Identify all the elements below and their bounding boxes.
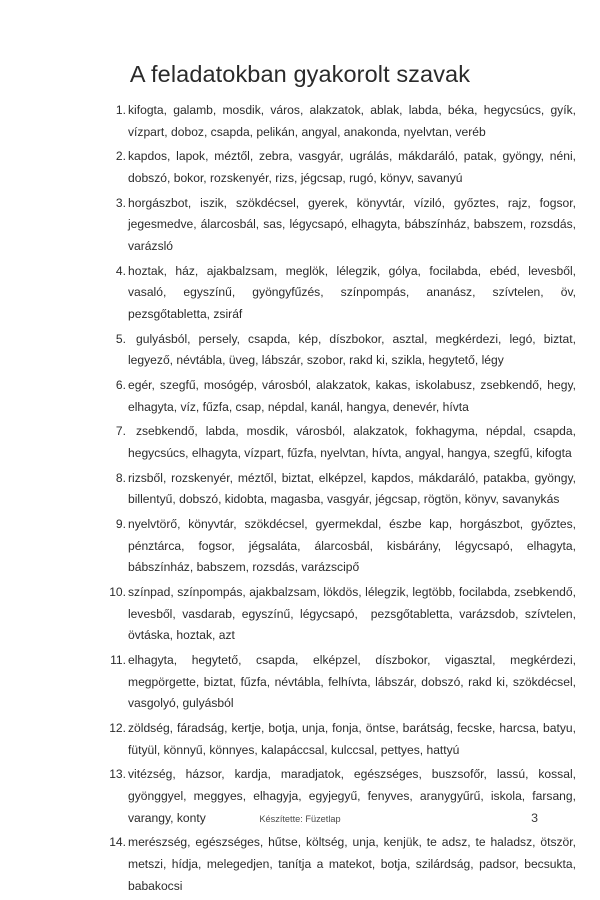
list-item-words: rizsből, rozskenyér, méztől, biztat, elképzel, kapdos, mákdaráló, patakba, gyöngy, billentyű, dobszó, kidobta, magasba, vasgyár, jégcsap, rögtön, könyv, savanykás bbox=[128, 470, 580, 507]
page-footer bbox=[62, 812, 538, 832]
list-item bbox=[102, 261, 580, 326]
list-item-words: hoztak, ház, ajakbalzsam, meglök, lélegzik, gólya, focilabda, ebéd, levesből, vasaló, egyszínű, gyöngyfűzés, színpompás, ananász, szívtelen, öv, pezsgőtabletta, zsiráf bbox=[128, 263, 580, 321]
list-item bbox=[102, 146, 580, 189]
list-item bbox=[102, 375, 580, 418]
list-item-number: 10. bbox=[109, 585, 126, 600]
word-practice-list bbox=[62, 100, 580, 900]
list-item bbox=[102, 100, 580, 143]
list-item-number: 13. bbox=[109, 767, 126, 782]
list-item bbox=[102, 718, 580, 761]
list-item-words: egér, szegfű, mosógép, városból, alakzatok, kakas, iskolabusz, zsebkendő, hegy, elhagyta, víz, fűzfa, csap, népdal, kanál, hangya, denevér, hívta bbox=[128, 378, 580, 414]
list-item-number: 6. bbox=[115, 378, 126, 393]
list-item-number: 14. bbox=[109, 835, 126, 850]
list-item-words: elhagyta, hegytető, csapda, elképzel, díszbokor, vigasztal, megkérdezi, megpörgette, biztat, fűzfa, névtábla, felhívta, lábszár, dobszó, rakd ki, szökdécsel, vasgolyó, gulyásból bbox=[128, 653, 580, 711]
list-item-number: 4. bbox=[115, 263, 126, 278]
list-item-words: merészség, egészséges, hűtse, költség, unja, kenjük, te adsz, te haladsz, ötször, metszi, hídja, melegedjen, tanítja a matekot, botja, szilárdság, padsor, becsukta, babakocsi bbox=[128, 835, 580, 893]
footer-credit: Készítette: Füzetlap bbox=[259, 814, 341, 824]
list-item-words: zöldség, fáradság, kertje, botja, unja, fonja, öntse, barátság, fecske, harcsa, batyu, fütyül, könnyű, könnyes, kalapáccsal, kulccsal, pettyes, hattyú bbox=[128, 721, 580, 757]
list-item-words: horgászbot, iszik, szökdécsel, gyerek, könyvtár, víziló, győztes, rajz, fogsor, jegesmedve, álarcosbál, sas, légycsapó, elhagyta, bábszínház, babszem, rozsdás, varázsló bbox=[128, 195, 580, 253]
list-item bbox=[102, 514, 580, 579]
page-number: 3 bbox=[531, 811, 538, 825]
list-item bbox=[102, 468, 580, 511]
list-item-words: nyelvtörő, könyvtár, szökdécsel, gyermekdal, észbe kap, horgászbot, győztes, pénztárca, fogsor, jégsaláta, álarcosbál, kisbárány, légycsapó, elhagyta, bábszínház, babszem, rozsdás, varázscipő bbox=[128, 517, 580, 575]
list-item-words: kapdos, lapok, méztől, zebra, vasgyár, ugrálás, mákdaráló, patak, gyöngy, néni, dobszó, bokor, rozskenyér, rizs, jégcsap, rugó, könyv, savanyú bbox=[128, 149, 580, 185]
list-item bbox=[102, 193, 580, 258]
page-title: A feladatokban gyakorolt szavak bbox=[129, 60, 471, 87]
list-item-words: színpad, színpompás, ajakbalzsam, lökdös, lélegzik, legtöbb, focilabda, zsebkendő, levesből, vasdarab, egyszínű, légycsapó, pezsgőtabletta, varázsdob, szívtelen, övtáska, hoztak, azt bbox=[128, 585, 580, 643]
list-item bbox=[102, 650, 580, 715]
list-item-number: 12. bbox=[109, 721, 126, 736]
list-item-words: zsebkendő, labda, mosdik, városból, alakzatok, fokhagyma, népdal, csapda, hegycsúcs, elhagyta, vízpart, fűzfa, nyelvtan, hívta, angyal, hangya, szegfű, kifogta bbox=[128, 424, 580, 461]
list-item-number: 11. bbox=[110, 653, 126, 668]
list-item-number: 7. bbox=[115, 424, 126, 439]
list-item-words: gulyásból, persely, csapda, kép, díszbokor, asztal, megkérdezi, legó, biztat, legyező, névtábla, üveg, lábszár, szobor, rakd ki, szikla, hegytető, légy bbox=[128, 331, 580, 368]
list-item-number: 3. bbox=[115, 195, 126, 210]
list-item-words: kifogta, galamb, mosdik, város, alakzatok, ablak, labda, béka, hegycsúcs, gyík, vízpart, doboz, csapda, pelikán, angyal, anakonda, nyelvtan, veréb bbox=[128, 103, 580, 139]
list-item-number: 8. bbox=[115, 470, 126, 485]
list-item bbox=[102, 832, 580, 897]
list-item bbox=[102, 421, 580, 464]
list-item bbox=[102, 329, 580, 372]
list-item-number: 9. bbox=[115, 517, 126, 532]
list-item bbox=[102, 582, 580, 647]
list-item-number: 1. bbox=[115, 103, 126, 117]
list-item-words: vitézség, házsor, kardja, maradjatok, egészséges, buszsofőr, lassú, kossal, gyönggyel, meggyes, elhagyja, egyjegyű, fenyves, aranygyűrű, iskola, farsang, varangy, konty bbox=[128, 767, 580, 825]
list-item-number: 5. bbox=[115, 331, 126, 346]
list-item-number: 2. bbox=[115, 149, 126, 164]
